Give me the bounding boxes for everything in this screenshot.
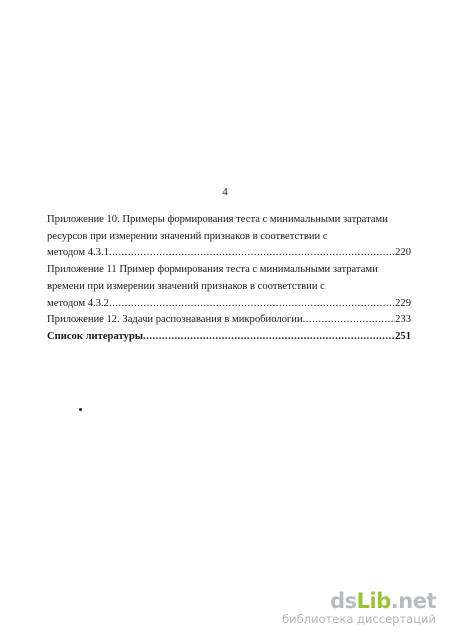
watermark-logo-part1: ds (330, 589, 357, 613)
toc-entry (47, 329, 411, 346)
dot-leader (143, 329, 395, 346)
dot-leader (109, 296, 395, 313)
toc-entry-title: методом 4.3.2 (47, 297, 109, 309)
toc-entry-title: методом 4.3.1 (47, 247, 109, 259)
toc-entry-line: ресурсов при измерении значений признаков в соответствии с (47, 230, 328, 242)
table-of-contents (47, 212, 411, 346)
toc-entry-line: Приложение 10. Примеры формирования теста с минимальными затратами (47, 214, 388, 225)
page-number: 4 (222, 186, 228, 198)
toc-entry (47, 212, 411, 262)
toc-entry-leader-line (47, 245, 411, 262)
toc-entry-leader-line (47, 329, 411, 346)
toc-entry-line: времени при измерении значений признаков в соответствии с (47, 280, 325, 292)
dot-leader (109, 245, 395, 262)
watermark-logo-part3: .net (390, 589, 436, 613)
watermark-logo (282, 590, 436, 612)
toc-entry-title: Приложение 12. Задачи распознавания в микробиологии (47, 314, 303, 326)
toc-entry-title: Список литературы (47, 330, 144, 342)
toc-entry-line: Приложение 11 Пример формирования теста с минимальными затратами (47, 264, 378, 276)
dot-leader (303, 312, 395, 329)
watermark-caption: библиотека диссертаций (282, 612, 436, 626)
toc-page-ref: 220 (395, 247, 411, 259)
watermark (282, 590, 436, 626)
watermark-logo-part2: Lib (356, 589, 391, 613)
toc-entry (47, 312, 411, 329)
toc-page-ref: 233 (395, 314, 411, 326)
toc-entry (47, 262, 411, 312)
toc-page-ref: 229 (395, 297, 411, 309)
toc-entry-leader-line (47, 296, 411, 313)
toc-entry-leader-line (47, 312, 411, 329)
toc-page-ref: 251 (395, 330, 411, 342)
scan-speck (79, 408, 82, 411)
